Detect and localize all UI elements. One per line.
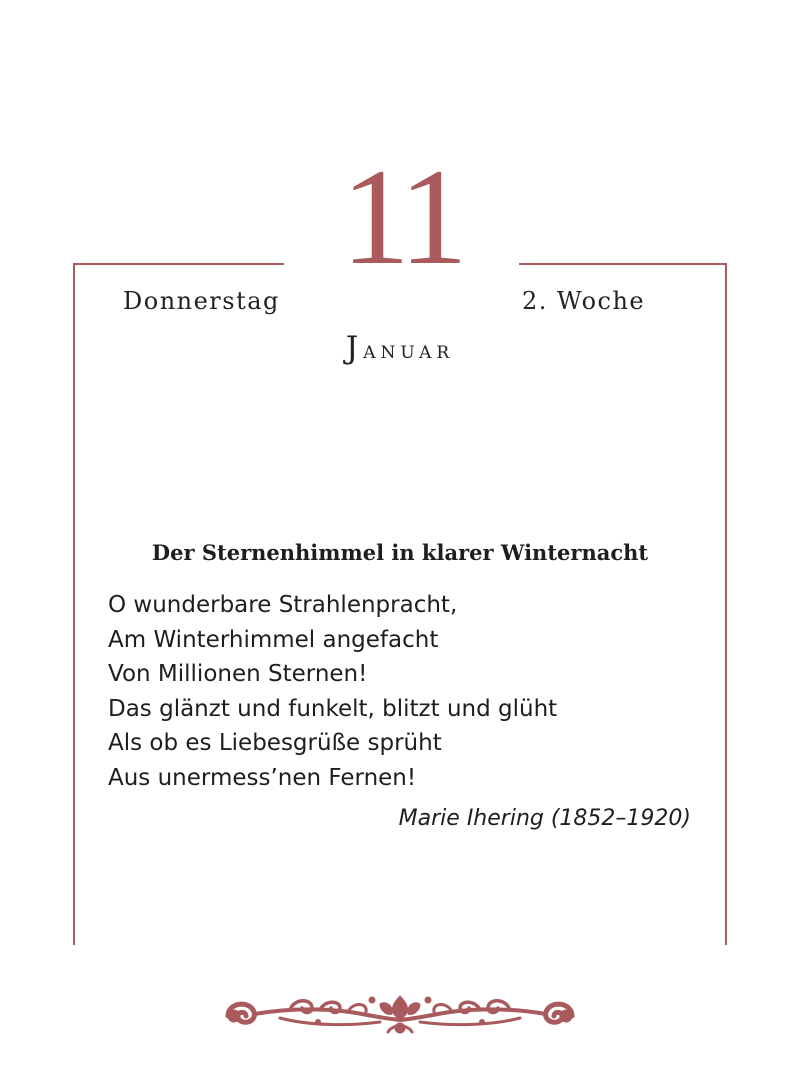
week-label: 2. Woche <box>522 287 646 315</box>
scroll-ornament-icon <box>220 990 580 1038</box>
poem-line: Von Millionen Sternen! <box>108 661 368 687</box>
frame-top-left-line <box>73 263 284 265</box>
poem-title: Der Sternenhimmel in klarer Winternacht <box>151 540 649 565</box>
poem-author: Marie Ihering (1852–1920) <box>398 806 691 831</box>
poem-body <box>108 588 708 795</box>
month-initial: J <box>345 330 364 366</box>
day-number: 11 <box>341 140 462 293</box>
poem-line: Aus unermess’nen Fernen! <box>108 764 417 791</box>
month-rest: anuar <box>363 336 455 364</box>
frame-top-right-line <box>519 263 727 265</box>
poem-line: Am Winterhimmel angefacht <box>108 626 439 653</box>
poem-line: Das glänzt und funkelt, blitzt und glüht <box>108 695 558 722</box>
weekday-label: Donnerstag <box>123 287 280 315</box>
poem-line: O wunderbare Strahlenpracht, <box>108 592 458 618</box>
month-label <box>0 330 800 366</box>
poem-line: Als ob es Liebesgrüße sprüht <box>108 730 442 756</box>
